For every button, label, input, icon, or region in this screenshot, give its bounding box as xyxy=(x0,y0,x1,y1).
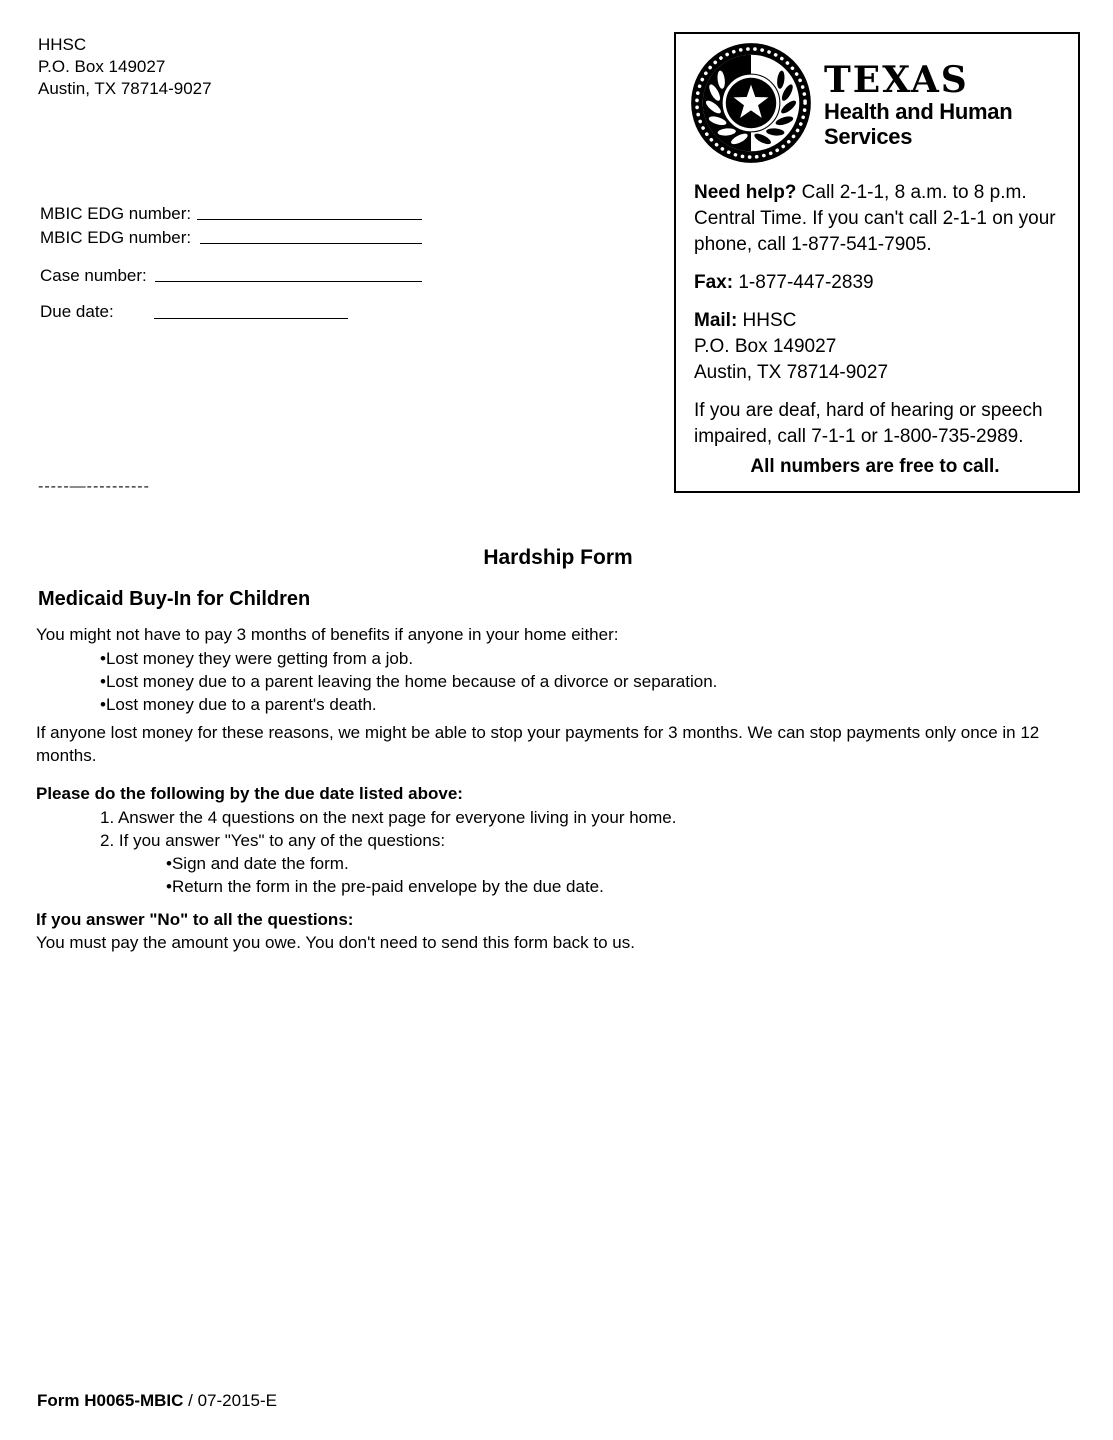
form-footer xyxy=(37,1391,277,1411)
list-item: • Sign and date the form. xyxy=(166,852,1080,875)
instruction-steps xyxy=(100,806,1080,898)
free-call-note: All numbers are free to call. xyxy=(750,456,1000,477)
form-revision: / 07-2015-E xyxy=(183,1391,277,1410)
mbic-edg-2-label: MBIC EDG number: xyxy=(40,228,192,247)
case-number-field[interactable] xyxy=(155,266,422,282)
intro-paragraph: You might not have to pay 3 months of benefits if anyone in your home either: xyxy=(36,625,619,644)
yes-substeps-list xyxy=(100,852,1080,898)
texas-hhs-seal-icon xyxy=(688,40,814,166)
due-date-label: Due date: xyxy=(40,302,114,321)
list-item: • Lost money they were getting from a job. xyxy=(100,647,1080,670)
instructions-heading: Please do the following by the due date listed above: xyxy=(36,784,463,803)
agency-logo xyxy=(688,40,1062,166)
step-item: 1. Answer the 4 questions on the next page for everyone living in your home. xyxy=(100,808,677,827)
sender-po-box: P.O. Box 149027 xyxy=(38,57,166,76)
agency-logo-text xyxy=(824,57,1012,149)
list-item: • Return the form in the pre-paid envelope by the due date. xyxy=(166,875,1080,898)
logo-subtitle-line2: Services xyxy=(824,124,913,149)
mail-line2: P.O. Box 149027 xyxy=(694,336,837,357)
sender-name: HHSC xyxy=(38,35,87,54)
stop-payments-paragraph: If anyone lost money for these reasons, we might be able to stop your payments for 3 months. We can stop payments only once in 12 months. xyxy=(36,723,1040,765)
logo-texas-wordmark: TEXAS xyxy=(824,59,969,101)
mail-line3: Austin, TX 78714-9027 xyxy=(694,362,889,383)
need-help-label: Need help? xyxy=(694,182,797,203)
need-help-text: Call 2-1-1, 8 a.m. to 8 p.m. Central Time. If you can't call 2-1-1 on your phone, call 1-877-541-7905. xyxy=(694,182,1056,255)
fax-label: Fax: xyxy=(694,272,734,293)
sender-address xyxy=(38,34,212,100)
mail-label: Mail: xyxy=(694,310,738,331)
mail-paragraph xyxy=(694,308,1062,386)
form-number: Form H0065-MBIC xyxy=(37,1391,184,1410)
logo-subtitle-line1: Health and Human xyxy=(824,99,1013,124)
answer-no-text: You must pay the amount you owe. You don't need to send this form back to us. xyxy=(36,933,635,952)
section-heading: Medicaid Buy-In for Children xyxy=(38,588,311,610)
list-item: • Lost money due to a parent leaving the home because of a divorce or separation. xyxy=(100,670,1080,693)
help-contact-box xyxy=(674,32,1080,493)
dashed-separator: -----—---------- xyxy=(38,478,150,495)
mbic-edg-1-label: MBIC EDG number: xyxy=(40,204,192,223)
mail-recipient: HHSC xyxy=(737,310,797,331)
form-body xyxy=(36,546,1080,954)
sender-city-state-zip: Austin, TX 78714-9027 xyxy=(38,79,212,98)
page-title: Hardship Form xyxy=(483,546,633,569)
mbic-edg-2-field[interactable] xyxy=(200,228,422,244)
fax-number: 1-877-447-2839 xyxy=(733,272,874,293)
mail-line1 xyxy=(694,308,1062,334)
step-item: 2. If you answer "Yes" to any of the questions: xyxy=(100,831,446,850)
need-help-paragraph xyxy=(694,180,1062,258)
due-date-field[interactable] xyxy=(154,302,348,319)
mbic-edg-1-field[interactable] xyxy=(197,204,422,220)
list-item: • Lost money due to a parent's death. xyxy=(100,693,1080,716)
case-number-label: Case number: xyxy=(40,266,147,285)
fax-paragraph xyxy=(694,270,1062,296)
tty-paragraph: If you are deaf, hard of hearing or speech impaired, call 7-1-1 or 1-800-735-2989. xyxy=(694,400,1043,447)
answer-no-heading: If you answer "No" to all the questions: xyxy=(36,910,354,929)
hardship-reasons-list xyxy=(36,647,1080,716)
